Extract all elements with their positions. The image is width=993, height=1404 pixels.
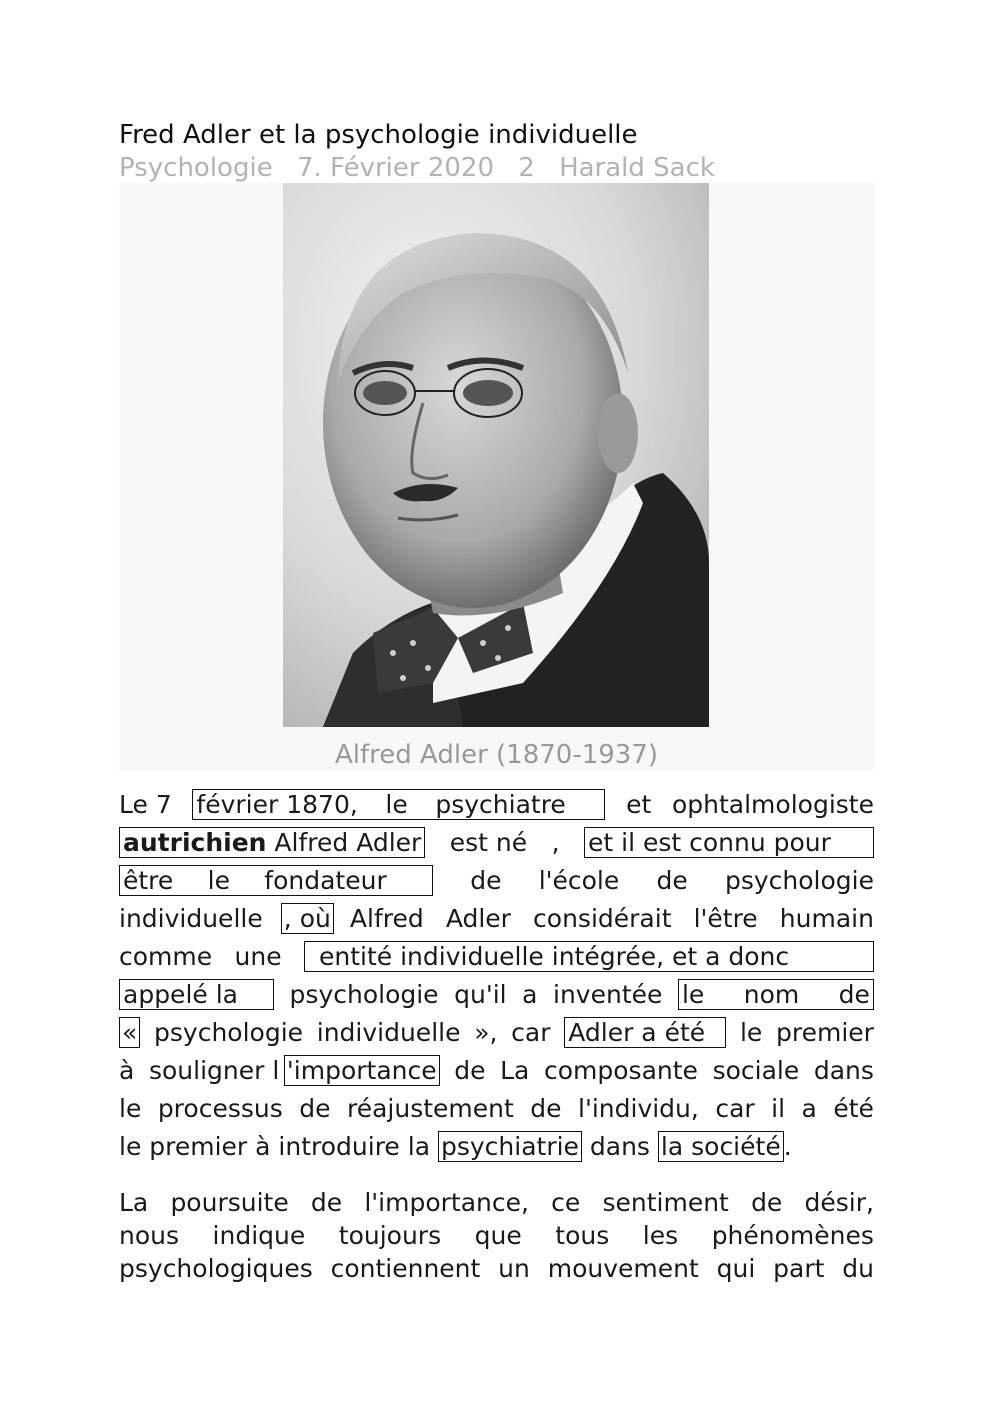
phrase: le premier à introduire la <box>119 1131 431 1161</box>
word: un <box>498 1254 530 1283</box>
annotation-box: « <box>119 1017 140 1048</box>
word: phénomènes <box>711 1221 874 1250</box>
word: a <box>801 1093 817 1123</box>
phrase: entité individuelle intégrée, et a donc <box>319 941 790 971</box>
word: de <box>838 979 870 1009</box>
word: ce <box>551 1188 581 1217</box>
annotation-box <box>304 941 874 972</box>
article-meta <box>119 151 731 185</box>
word: comme <box>119 941 213 971</box>
annotation-box: psychiatrie <box>438 1131 582 1162</box>
word: contiennent <box>330 1254 481 1283</box>
meta-category[interactable]: Psychologie <box>119 153 273 183</box>
annotation-box <box>119 865 433 896</box>
phrase: Adler a été <box>568 1017 706 1047</box>
word: ophtalmologiste <box>671 789 874 819</box>
word: autrichien <box>123 827 267 857</box>
word: dans <box>813 1055 874 1085</box>
word: le <box>119 1093 142 1123</box>
word: de <box>310 1188 343 1217</box>
annotation-box <box>584 827 874 858</box>
word: dans <box>589 1131 650 1161</box>
portrait-photo <box>283 183 709 727</box>
word: les <box>642 1221 679 1250</box>
word: car <box>511 1017 551 1047</box>
text-line <box>119 1013 874 1051</box>
word: tous <box>555 1221 610 1250</box>
annotation-box <box>678 979 874 1010</box>
word: l'individu, <box>578 1093 699 1123</box>
word: Alfred <box>349 903 424 933</box>
annotation-box: la société <box>658 1131 784 1162</box>
word: considérait <box>533 903 672 933</box>
text-line <box>119 975 874 1013</box>
word: qui <box>716 1254 756 1283</box>
word: a <box>522 979 538 1009</box>
annotation-box: , où <box>281 903 334 934</box>
word: toujours <box>338 1221 442 1250</box>
word: indique <box>212 1221 306 1250</box>
word: le <box>681 979 705 1009</box>
meta-author[interactable]: Harald Sack <box>559 153 715 183</box>
figure-caption: Alfred Adler (1870-1937) <box>334 740 659 770</box>
meta-comments[interactable]: 2 <box>518 153 535 183</box>
word: nom <box>743 979 800 1009</box>
word: part <box>773 1254 825 1283</box>
word: il <box>771 1093 786 1123</box>
word: psychologiques <box>119 1254 313 1283</box>
word: nous <box>119 1221 180 1250</box>
word: le <box>207 865 230 895</box>
word: inventée <box>553 979 663 1009</box>
word: février 1870, <box>196 789 358 819</box>
text-line <box>119 1186 874 1219</box>
meta-date: 7. Février 2020 <box>296 153 494 183</box>
word: appelé la <box>123 979 238 1009</box>
word: Alfred Adler <box>274 827 422 857</box>
word: mouvement <box>547 1254 699 1283</box>
word: », <box>474 1017 498 1047</box>
word: psychiatre <box>435 789 566 819</box>
word: de <box>454 1055 486 1085</box>
word: que <box>474 1221 522 1250</box>
text-line <box>119 785 874 823</box>
word: psychologie <box>154 1017 304 1047</box>
word: individuelle <box>316 1017 461 1047</box>
word: de <box>299 1093 331 1123</box>
word: de <box>470 865 502 895</box>
text-line <box>119 823 874 861</box>
word: l'importance, <box>364 1188 529 1217</box>
word: du <box>842 1254 874 1283</box>
word: est né <box>449 827 528 857</box>
word: Adler <box>445 903 511 933</box>
word: une <box>234 941 282 971</box>
text-line <box>119 1252 874 1285</box>
word: , <box>551 827 560 857</box>
word: qu'il <box>454 979 507 1009</box>
annotation-box <box>119 827 425 858</box>
annotation-box <box>564 1017 726 1048</box>
word: fondateur <box>264 865 387 895</box>
word: le <box>385 789 408 819</box>
article-title: Fred Adler et la psychologie individuelle <box>119 120 638 150</box>
word: La <box>119 1188 149 1217</box>
word: . <box>783 1131 792 1161</box>
word: l'être <box>693 903 758 933</box>
text-line <box>119 861 874 899</box>
word: été <box>833 1093 874 1123</box>
word: humain <box>779 903 874 933</box>
phrase: et il est connu pour <box>588 827 831 857</box>
text-line <box>119 899 874 937</box>
word: individuelle <box>119 903 263 933</box>
word: Le 7 <box>119 789 172 819</box>
text-line <box>119 937 874 975</box>
word: La <box>500 1055 530 1085</box>
text-line <box>119 1219 874 1252</box>
portrait-figure <box>119 183 874 771</box>
word: le <box>739 1017 763 1047</box>
word: de <box>530 1093 562 1123</box>
word: car <box>715 1093 755 1123</box>
word: l'école <box>538 865 620 895</box>
word: poursuite <box>170 1188 289 1217</box>
paragraph-2 <box>119 1186 874 1285</box>
text-line <box>119 1089 874 1127</box>
paragraph-1 <box>119 785 874 1165</box>
word: psychologie <box>289 979 439 1009</box>
word: processus <box>157 1093 283 1123</box>
word: premier <box>775 1017 874 1047</box>
word: réajustement <box>346 1093 514 1123</box>
text-line <box>119 1127 874 1165</box>
word: sentiment <box>602 1188 729 1217</box>
annotation-box <box>119 979 274 1010</box>
text-line <box>119 1051 874 1089</box>
word: désir, <box>804 1188 874 1217</box>
word: composante <box>544 1055 698 1085</box>
annotation-box <box>192 789 605 820</box>
word: sociale <box>712 1055 800 1085</box>
word: de <box>751 1188 783 1217</box>
word: souligner l <box>148 1055 280 1085</box>
word: à <box>119 1055 135 1085</box>
word: et <box>626 789 652 819</box>
word: de <box>656 865 688 895</box>
annotation-box: 'importance <box>284 1055 440 1086</box>
word: psychologie <box>724 865 874 895</box>
word: être <box>123 865 174 895</box>
